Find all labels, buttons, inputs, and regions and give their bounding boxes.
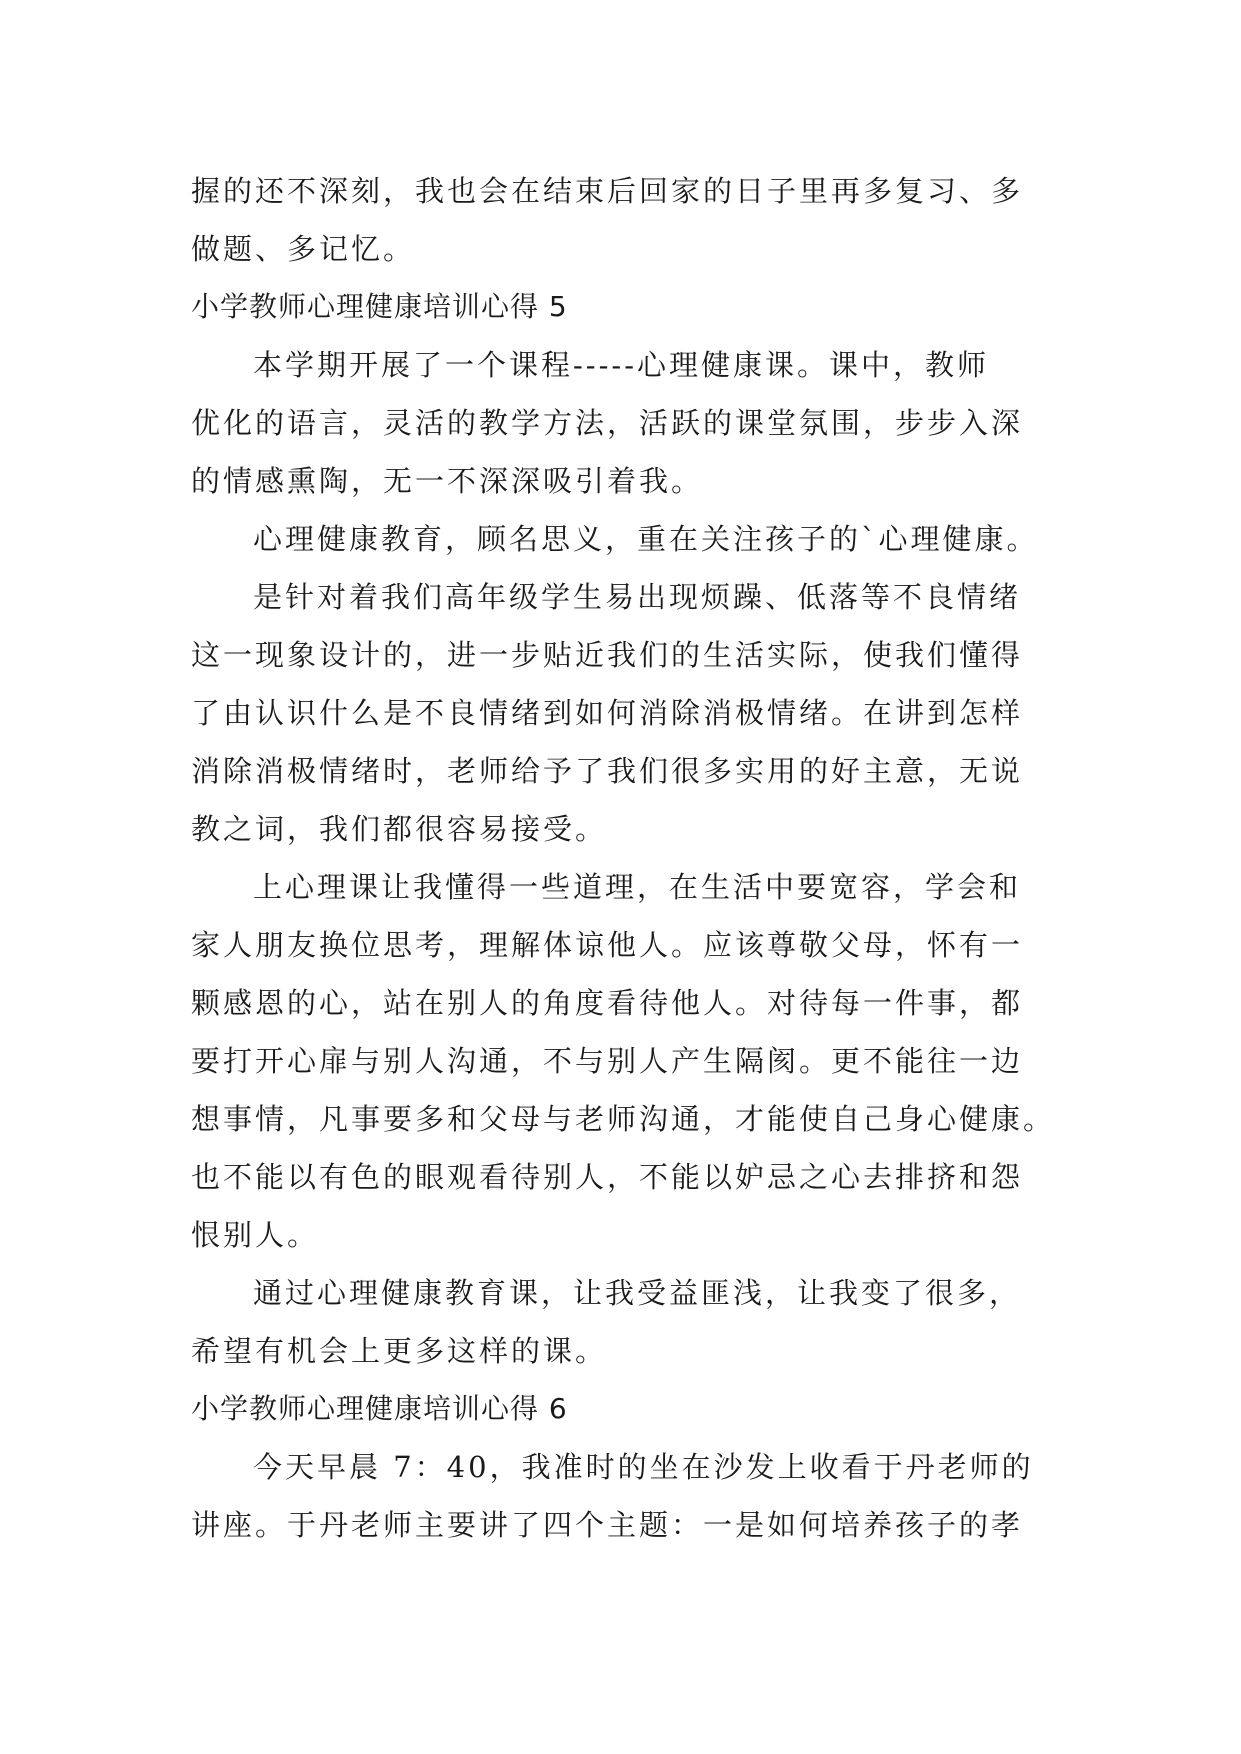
- text-line: 教之词，我们都很容易接受。: [191, 812, 608, 846]
- text-line: 本学期开展了一个课程-----心理健康课。课中，教师: [253, 348, 989, 382]
- text-line: 这一现象设计的，进一步贴近我们的生活实际，使我们懂得: [191, 638, 1024, 672]
- text-line: 想事情，凡事要多和父母与老师沟通，才能使自己身心健康。: [191, 1102, 1056, 1136]
- text-line: 颗感恩的心，站在别人的角度看待他人。对待每一件事，都: [191, 986, 1024, 1020]
- text-line: 希望有机会上更多这样的课。: [191, 1334, 608, 1368]
- text-line: 是针对着我们高年级学生易出现烦躁、低落等不良情绪: [253, 580, 1022, 614]
- text-line: 要打开心扉与别人沟通，不与别人产生隔阂。更不能往一边: [191, 1044, 1024, 1078]
- section-heading: 小学教师心理健康培训心得 5: [191, 290, 568, 323]
- text-line: 讲座。于丹老师主要讲了四个主题：一是如何培养孩子的孝: [191, 1508, 1024, 1542]
- text-line: 了由认识什么是不良情绪到如何消除消极情绪。在讲到怎样: [191, 696, 1024, 730]
- text-line: 家人朋友换位思考，理解体谅他人。应该尊敬父母，怀有一: [191, 928, 1024, 962]
- text-line: 通过心理健康教育课，让我受益匪浅，让我变了很多，: [253, 1276, 1022, 1310]
- text-line: 优化的语言，灵活的教学方法，活跃的课堂氛围，步步入深: [191, 406, 1024, 440]
- text-line: 上心理课让我懂得一些道理，在生活中要宽容，学会和: [253, 870, 1022, 904]
- text-line: 心理健康教育，顾名思义，重在关注孩子的`心理健康。: [253, 522, 1039, 556]
- section-heading: 小学教师心理健康培训心得 6: [191, 1392, 568, 1425]
- text-line: 做题、多记忆。: [191, 232, 416, 266]
- text-line: 恨别人。: [191, 1218, 320, 1252]
- text-line: 消除消极情绪时，老师给予了我们很多实用的好主意，无说: [191, 754, 1024, 788]
- document-body: [191, 162, 1071, 1554]
- text-line: 的情感熏陶，无一不深深吸引着我。: [191, 464, 704, 498]
- text-line: 握的还不深刻，我也会在结束后回家的日子里再多复习、多: [191, 174, 1024, 208]
- text-line: 今天早晨 7：40，我准时的坐在沙发上收看于丹老师的: [253, 1450, 1034, 1484]
- text-line: 也不能以有色的眼观看待别人，不能以妒忌之心去排挤和怨: [191, 1160, 1024, 1194]
